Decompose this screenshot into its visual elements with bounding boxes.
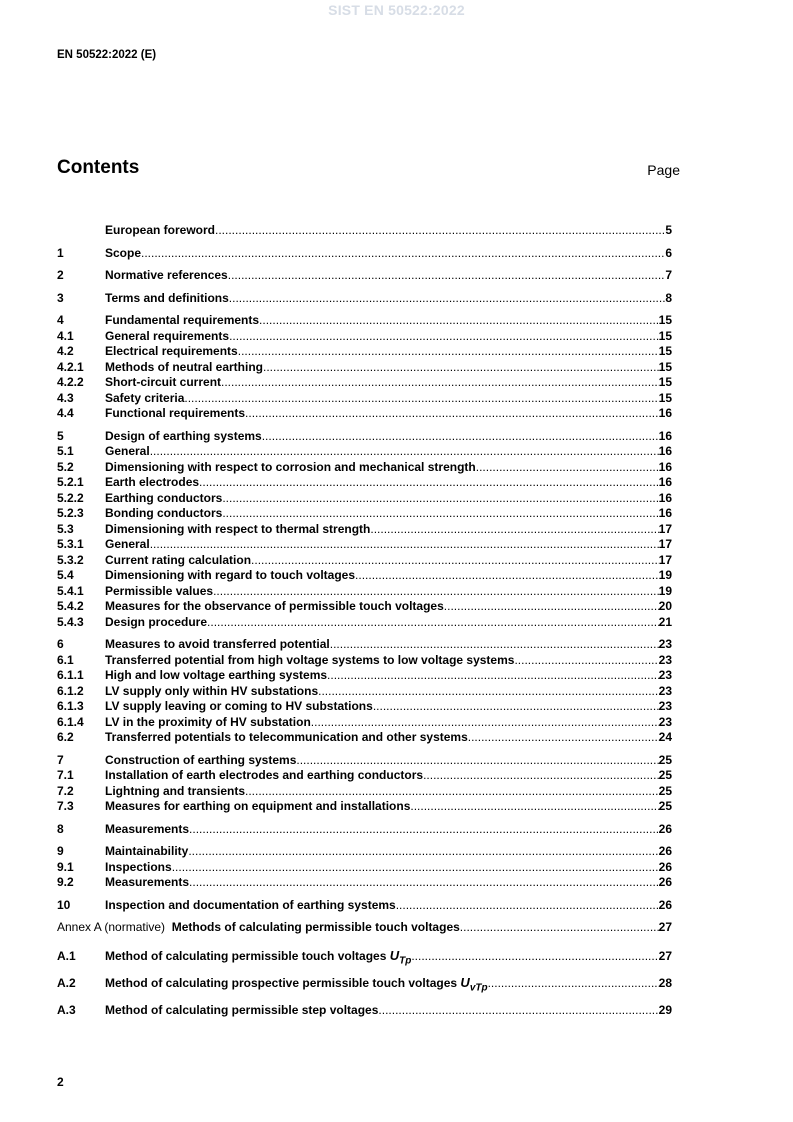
toc-title: Installation of earth electrodes and earthing conductors xyxy=(105,768,424,782)
toc-entry[interactable] xyxy=(57,537,672,553)
toc-entry[interactable] xyxy=(57,768,672,784)
toc-page: 23 xyxy=(658,699,672,713)
toc-title: Design of earthing systems xyxy=(105,428,262,443)
toc-page: 16 xyxy=(658,444,672,458)
toc-title: Measurements xyxy=(105,875,190,889)
toc-title: Measures to avoid transferred potential xyxy=(105,637,330,651)
table-of-contents xyxy=(57,223,672,1018)
toc-title: Functional requirements xyxy=(105,406,246,420)
toc-number: 2 xyxy=(57,268,64,282)
annex-label: Annex A (normative) xyxy=(57,920,166,934)
toc-title: LV supply leaving or coming to HV substations xyxy=(105,699,373,713)
toc-page: 25 xyxy=(658,768,672,782)
toc-page: 20 xyxy=(658,599,672,613)
toc-number: 5.4.3 xyxy=(57,614,84,629)
toc-page: 7 xyxy=(665,268,672,282)
toc-page: 21 xyxy=(658,614,672,629)
toc-title: Transferred potentials to telecommunication and other systems xyxy=(105,730,468,744)
toc-title: Current rating calculation xyxy=(105,552,252,567)
toc-title: Method of calculating permissible touch voltages xyxy=(105,948,387,963)
toc-title: Maintainability xyxy=(105,844,189,858)
toc-page: 5 xyxy=(665,223,672,237)
toc-number: A.3 xyxy=(57,1002,76,1017)
toc-title: Lightning and transients xyxy=(105,783,245,798)
toc-entry[interactable] xyxy=(57,948,672,964)
toc-page: 26 xyxy=(658,821,672,836)
toc-entry[interactable] xyxy=(57,246,672,262)
toc-page: 17 xyxy=(658,521,672,536)
toc-title: Scope xyxy=(105,245,142,260)
toc-title: General requirements xyxy=(105,328,230,343)
toc-page: 16 xyxy=(658,428,672,443)
toc-page: 16 xyxy=(658,506,672,520)
toc-number: 5.2 xyxy=(57,459,74,474)
math-symbol: U xyxy=(460,975,470,990)
toc-number: 9 xyxy=(57,844,64,858)
toc-number: A.2 xyxy=(57,976,76,990)
toc-entry[interactable] xyxy=(57,360,672,376)
toc-entry[interactable] xyxy=(57,491,672,507)
toc-title: Terms and definitions xyxy=(105,290,229,305)
toc-entry[interactable] xyxy=(57,715,672,731)
toc-title: Measurements xyxy=(105,821,190,836)
toc-page: 23 xyxy=(658,637,672,651)
toc-number: 1 xyxy=(57,245,64,260)
toc-title: Bonding conductors xyxy=(105,506,223,520)
toc-number: 4.2.1 xyxy=(57,359,84,374)
toc-title: Dimensioning with respect to thermal strength xyxy=(105,521,371,536)
toc-page: 26 xyxy=(658,859,672,874)
toc-number: 8 xyxy=(57,821,64,836)
toc-number: 6.1.4 xyxy=(57,714,84,729)
toc-number: 3 xyxy=(57,290,64,305)
toc-entry[interactable] xyxy=(57,268,672,284)
toc-page: 15 xyxy=(658,328,672,343)
toc-number: 5.2.2 xyxy=(57,490,84,505)
toc-page: 8 xyxy=(665,290,672,305)
toc-page: 19 xyxy=(658,568,672,582)
toc-page: 15 xyxy=(658,375,672,389)
toc-page: 15 xyxy=(658,390,672,405)
toc-title: Normative references xyxy=(105,268,228,282)
toc-title: Methods of calculating permissible touch voltages xyxy=(171,920,460,934)
toc-page: 23 xyxy=(658,652,672,667)
toc-number: 7 xyxy=(57,752,64,767)
toc-entry[interactable] xyxy=(57,653,672,669)
toc-entry[interactable] xyxy=(57,730,672,746)
toc-page: 29 xyxy=(658,1002,672,1017)
math-subscript: vTp xyxy=(469,982,488,994)
toc-page: 26 xyxy=(658,844,672,858)
toc-entry[interactable] xyxy=(57,291,672,307)
toc-page: 23 xyxy=(658,668,672,682)
page-number: 2 xyxy=(57,1075,64,1089)
toc-entry[interactable] xyxy=(57,822,672,838)
toc-entry[interactable] xyxy=(57,223,672,239)
toc-number: 5.2.3 xyxy=(57,506,84,520)
toc-entry[interactable] xyxy=(57,313,672,329)
toc-entry-annex[interactable] xyxy=(57,920,672,936)
toc-number: 7.3 xyxy=(57,799,74,813)
toc-page: 16 xyxy=(658,406,672,420)
toc-title: Fundamental requirements xyxy=(105,313,260,327)
toc-number: 5.3.2 xyxy=(57,552,84,567)
toc-title: Method of calculating permissible step voltages xyxy=(105,1002,379,1017)
toc-entry[interactable] xyxy=(57,615,672,631)
toc-entry[interactable] xyxy=(57,460,672,476)
toc-number: 5.1 xyxy=(57,444,74,458)
toc-title: Transferred potential from high voltage systems to low voltage systems xyxy=(105,652,515,667)
toc-title: Electrical requirements xyxy=(105,344,238,358)
toc-title: Short-circuit current xyxy=(105,375,222,389)
toc-number: 6 xyxy=(57,637,64,651)
toc-number: 4.4 xyxy=(57,406,74,420)
page-column-label: Page xyxy=(647,162,680,178)
toc-page: 25 xyxy=(658,799,672,813)
toc-page: 23 xyxy=(658,714,672,729)
toc-title: Construction of earthing systems xyxy=(105,752,297,767)
page-title: Contents xyxy=(57,157,140,178)
toc-number: 9.1 xyxy=(57,859,74,874)
toc-number: A.1 xyxy=(57,948,76,963)
toc-page: 27 xyxy=(658,920,672,934)
toc-page: 25 xyxy=(658,783,672,798)
toc-title: Dimensioning with regard to touch voltages xyxy=(105,568,356,582)
toc-number: 9.2 xyxy=(57,875,74,889)
toc-number: 6.1.2 xyxy=(57,683,84,698)
toc-number: 4.3 xyxy=(57,390,74,405)
toc-page: 15 xyxy=(658,313,672,327)
toc-entry[interactable] xyxy=(57,475,672,491)
toc-number: 5.4 xyxy=(57,568,74,582)
toc-number: 6.1.3 xyxy=(57,699,84,713)
toc-entry[interactable] xyxy=(57,584,672,600)
toc-entry[interactable] xyxy=(57,699,672,715)
toc-entry[interactable] xyxy=(57,844,672,860)
toc-title: Design procedure xyxy=(105,614,208,629)
toc-page: 16 xyxy=(658,490,672,505)
toc-page: 19 xyxy=(658,583,672,598)
toc-title: LV supply only within HV substations xyxy=(105,683,319,698)
toc-number: 6.1.1 xyxy=(57,668,84,682)
toc-page: 26 xyxy=(658,897,672,912)
toc-title: General xyxy=(105,537,150,551)
toc-entry[interactable] xyxy=(57,684,672,700)
toc-title: Dimensioning with respect to corrosion and mechanical strength xyxy=(105,459,476,474)
toc-title: LV in the proximity of HV substation xyxy=(105,714,311,729)
toc-entry[interactable] xyxy=(57,444,672,460)
toc-entry[interactable] xyxy=(57,1003,672,1019)
toc-page: 17 xyxy=(658,537,672,551)
toc-number: 5.4.2 xyxy=(57,599,84,613)
toc-entry[interactable] xyxy=(57,668,672,684)
toc-page: 6 xyxy=(665,245,672,260)
toc-title: Methods of neutral earthing xyxy=(105,359,264,374)
toc-number: 5 xyxy=(57,428,64,443)
toc-number: 4.1 xyxy=(57,328,74,343)
toc-page: 24 xyxy=(658,730,672,744)
toc-page: 15 xyxy=(658,344,672,358)
toc-title: General xyxy=(105,444,150,458)
toc-title: Earth electrodes xyxy=(105,475,200,489)
document-id: EN 50522:2022 (E) xyxy=(57,49,157,61)
toc-entry[interactable] xyxy=(57,753,672,769)
toc-entry[interactable] xyxy=(57,860,672,876)
toc-title: Permissible values xyxy=(105,583,214,598)
toc-entry[interactable] xyxy=(57,522,672,538)
toc-number: 5.4.1 xyxy=(57,583,84,598)
toc-entry[interactable] xyxy=(57,344,672,360)
toc-entry[interactable] xyxy=(57,637,672,653)
toc-number: 7.2 xyxy=(57,783,74,798)
toc-number: 4.2 xyxy=(57,344,74,358)
toc-page: 16 xyxy=(658,475,672,489)
toc-entry[interactable] xyxy=(57,329,672,345)
toc-page: 25 xyxy=(658,752,672,767)
toc-number: 10 xyxy=(57,897,71,912)
toc-number: 5.3 xyxy=(57,521,74,536)
toc-entry[interactable] xyxy=(57,975,672,994)
math-subscript: Tp xyxy=(399,954,412,966)
toc-title: Measures for earthing on equipment and installations xyxy=(105,799,411,813)
toc-entry[interactable] xyxy=(57,599,672,615)
math-symbol: U xyxy=(389,947,400,963)
toc-entry[interactable] xyxy=(57,406,672,422)
toc-title: Inspection and documentation of earthing systems xyxy=(105,897,396,912)
toc-entry[interactable] xyxy=(57,553,672,569)
toc-page: 28 xyxy=(658,976,672,990)
toc-entry[interactable] xyxy=(57,506,672,522)
watermark: SIST EN 50522:2022 xyxy=(328,2,465,18)
toc-entry[interactable] xyxy=(57,391,672,407)
toc-entry[interactable] xyxy=(57,875,672,891)
toc-title: Inspections xyxy=(105,859,172,874)
toc-entry[interactable] xyxy=(57,568,672,584)
toc-number: 5.2.1 xyxy=(57,475,84,489)
toc-entry[interactable] xyxy=(57,898,672,914)
toc-title: European foreword xyxy=(105,223,216,237)
toc-number: 6.2 xyxy=(57,730,74,744)
toc-number: 7.1 xyxy=(57,768,74,782)
toc-title: High and low voltage earthing systems xyxy=(105,668,328,682)
toc-page: 23 xyxy=(658,683,672,698)
toc-entry[interactable] xyxy=(57,784,672,800)
toc-entry[interactable] xyxy=(57,799,672,815)
toc-entry[interactable] xyxy=(57,429,672,445)
toc-title: Method of calculating prospective permissible touch voltages xyxy=(105,976,458,990)
toc-title: Earthing conductors xyxy=(105,490,223,505)
toc-page: 16 xyxy=(658,459,672,474)
toc-title: Safety criteria xyxy=(105,390,185,405)
toc-page: 17 xyxy=(658,552,672,567)
toc-number: 4 xyxy=(57,313,64,327)
toc-number: 6.1 xyxy=(57,652,74,667)
toc-page: 27 xyxy=(658,948,672,963)
toc-number: 5.3.1 xyxy=(57,537,84,551)
toc-page: 15 xyxy=(658,359,672,374)
toc-number: 4.2.2 xyxy=(57,375,84,389)
toc-entry[interactable] xyxy=(57,375,672,391)
toc-title: Measures for the observance of permissible touch voltages xyxy=(105,599,444,613)
toc-page: 26 xyxy=(658,875,672,889)
